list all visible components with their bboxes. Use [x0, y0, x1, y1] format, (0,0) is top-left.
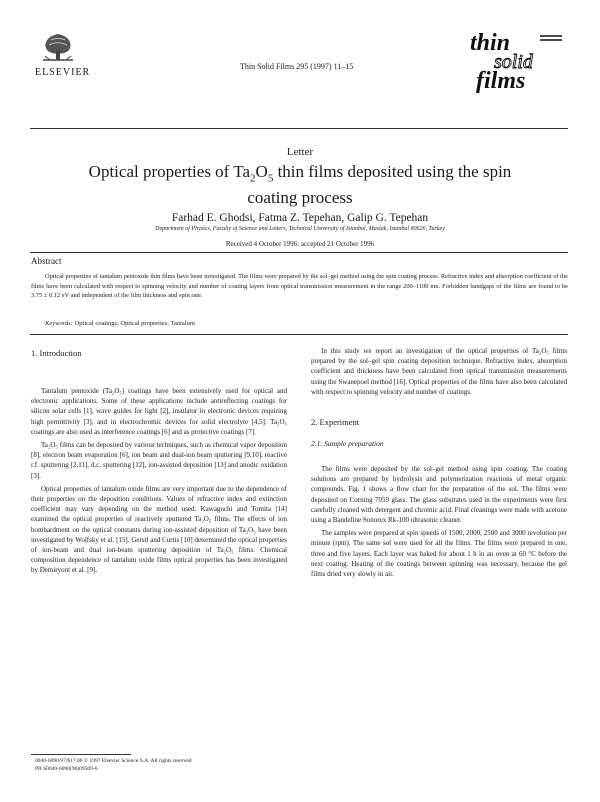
abstract-text: Optical properties of tantalum pentoxide thin films have been investigated. The films were prepared by the sol–gel method using the spin coating process. Refractive index and absorption coefficient of the films have been calculated with respect to spinning velocity and number of coating layers from optical transmission measurement in the range 200–1100 nm. Forbidden bandgaps of the films are found to be 3.75 ± 0.12 eV and independent of the film thickness and spin rate. — [31, 273, 568, 300]
abstract-bottom-rule — [30, 334, 568, 335]
section-heading-experiment: 2. Experiment — [311, 417, 360, 428]
paragraph: The samples were prepared at spin speeds of 1500, 2000, 2500 and 3000 revolution per minute (rpm). The same sol were used for all the films. The films were prepared in one, three and five layers. Each layer was baked for about 1 h in an oven at 60 °C before the next coating. Heating of the coatings between spinning was necessary, because the gel films dried very slowly in air. — [311, 529, 567, 579]
pii-line: PII S0040-6090(96)09509-6 — [35, 766, 98, 772]
abstract-rule — [30, 252, 568, 253]
journal-logo-line2: solid — [494, 51, 533, 73]
abstract-heading: Abstract — [31, 256, 62, 266]
received-dates: Received 4 October 1996; accepted 21 October 1996 — [225, 240, 375, 248]
section-heading-introduction: 1. Introduction — [31, 348, 82, 358]
journal-logo-line1: thin — [470, 30, 511, 56]
footer-rule — [31, 754, 131, 755]
article-type: Letter — [286, 146, 314, 158]
header-rule — [30, 128, 568, 129]
journal-reference: Thin Solid Films 295 (1997) 11–15 — [240, 62, 354, 71]
paragraph: In this study we report an investigation of the optical properties of Ta₂O₅ films prepared by the sol–gel spin coating deposition technique. Refractive index, absorption coefficient and thickness have been calculated from optical transmission measurements using the Swanepoel method [16]. Optical properties of the films have also been calculated with respect to spinning velocity and number of coatings. — [311, 347, 567, 396]
title-part: thin films deposited using the spin — [273, 162, 512, 181]
title-subscript: 2 — [250, 172, 256, 185]
title-part: O — [255, 162, 268, 181]
journal-logo-line3: films — [476, 68, 526, 94]
right-column — [311, 346, 567, 582]
elsevier-tree-logo — [37, 30, 79, 64]
keywords-line — [45, 320, 195, 327]
publisher-name: ELSEVIER — [35, 67, 91, 78]
title-subscript: 5 — [267, 172, 274, 185]
copyright-line: 0040-6090/97/$17.00 © 1997 Elsevier Science S.A. All rights reserved — [35, 758, 192, 764]
title-part: coating process — [247, 188, 353, 208]
keywords-text: Optical coatings; Optical properties; Tantalum — [74, 320, 195, 327]
journal-logo — [466, 26, 566, 96]
paragraph: The films were deposited by the sol–gel method using spin coating. The coating solutions are prepared by hydrolysis and polymerization reactions of metal organic compounds. Fig. 1 shows a flow chart for the preparation of the sol. The films were deposited on Corning 7059 glass. The glass substrates used in the experiments were first carefully cleaned with detergent and chromic acid. Final cleanings were made with acetone using a Bandeline Sonorex Rk-100 ultrasonic cleaner. — [311, 465, 567, 525]
paragraph: Ta₂O₅ films can be deposited by various techniques, such as chemical vapor deposition [8], electron beam evaporation [6], ion beam and dual-ion beam sputtering [9,10], reactive r.f. sputtering [2,11], d.c. sputtering [12], ion-assisted deposition [13] and anodic oxidation [3]. — [31, 441, 287, 480]
left-column — [31, 348, 287, 579]
subsection-heading-sample-preparation: 2.1. Sample preparation — [311, 439, 384, 449]
copyright-footer — [35, 757, 191, 773]
title-part: Optical properties of Ta — [88, 162, 251, 181]
author-list: Farhad E. Ghodsi, Fatma Z. Tepehan, Galip G. Tepehan — [171, 212, 429, 224]
article-title — [60, 162, 540, 208]
author-affiliation: Department of Physics, Faculty of Science and Letters, Technical University of Istanbul, Maslak, Istanbul 80626, Turkey — [155, 226, 445, 232]
keywords-label: Keywords: — [45, 320, 73, 327]
paragraph: Tantalum pentoxide (Ta₂O₅) coatings have been extensively used for optical and electronic applications. Some of these applications include antireflecting coatings for silicon solar cells [1], wave guides for light [2], insulator in electronic devices requiring high permittivity [3], and in electrochromic devices for solid electrolyte [4,5]. Ta₂O₅ coatings are also used as interference coatings [6] and as protective coatings [7]. — [31, 387, 287, 436]
paragraph: Optical properties of tantalum oxide films are very important due to the dependence of their properties on the deposition conditions. Values of refractive index and extinction coefficient may vary depending on the method used. Kawaguchi and Tomita [14] examined the optical properties of reactively sputtered Ta₂O₅ films. The effects of ion bombardment on the optical constants during ion-assisted deposition of Ta₂O₅ have been investigated by Wolfsky et al. [15]. Gerstl and Curtis [10] determined the optical properties of ion-beam and dual ion-beam sputtering deposition of Ta₂O₅ films. Chemical composition dependence of tantalum oxide films optical properties has been investigated by Demiryont et al. [9]. — [31, 484, 287, 575]
